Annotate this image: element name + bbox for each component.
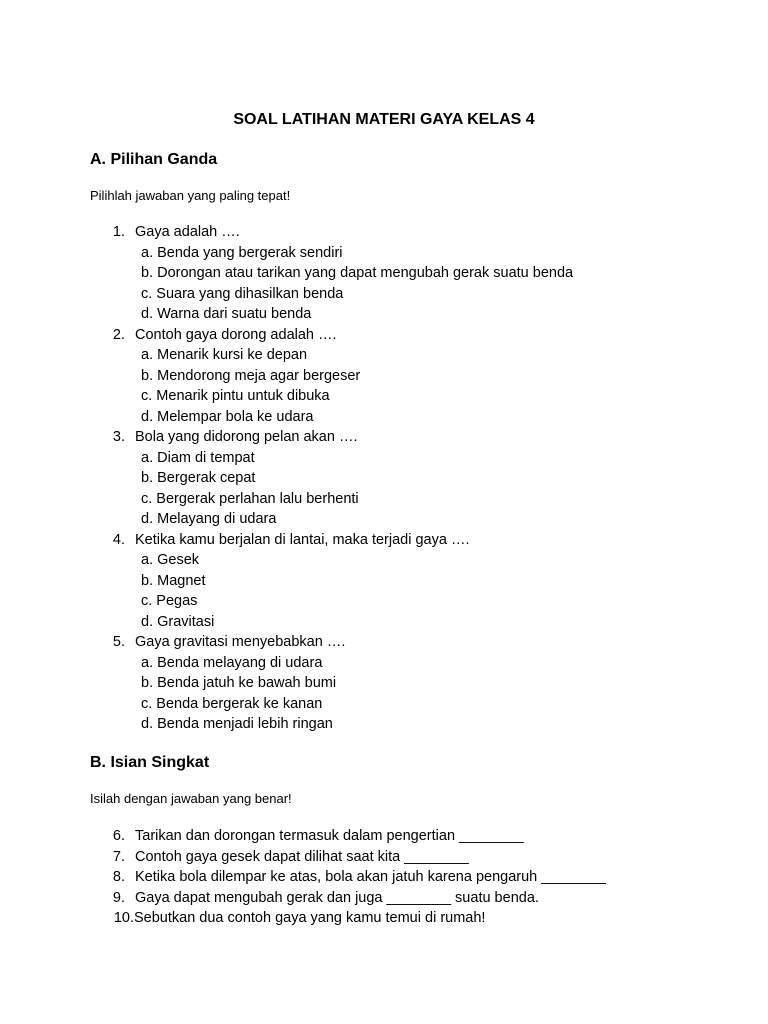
answer-options [0, 653, 573, 735]
answer-option: b. Bergerak cepat [141, 470, 256, 486]
section-b-heading: B. Isian Singkat [90, 754, 210, 771]
answer-option: a. Benda melayang di udara [141, 654, 323, 671]
answer-option: a. Diam di tempat [141, 449, 255, 466]
question-text: Bola yang didorong pelan akan …. [135, 429, 358, 445]
question-number: 1. [112, 224, 125, 240]
question-item [0, 632, 573, 735]
answer-option: c. Menarik pintu untuk dibuka [141, 388, 330, 404]
question-number: 8. [112, 869, 125, 885]
question-item [0, 222, 573, 325]
question-item [0, 325, 573, 428]
question-number: 2. [112, 326, 125, 343]
question-text: Gaya gravitasi menyebabkan …. [135, 634, 346, 650]
question-number: 4. [112, 531, 125, 548]
answer-option: a. Menarik kursi ke depan [141, 347, 308, 363]
answer-option: c. Suara yang dihasilkan benda [141, 285, 344, 302]
answer-option: c. Pegas [141, 593, 198, 609]
question-item [0, 530, 573, 633]
answer-option: c. Bergerak perlahan lalu berhenti [141, 490, 359, 507]
answer-options [0, 448, 573, 530]
answer-options [0, 243, 573, 325]
question-text: Sebutkan dua contoh gaya yang kamu temui di rumah! [134, 910, 486, 926]
question-number: 9. [112, 889, 125, 906]
question-number: 5. [112, 634, 125, 650]
section-a-instruction: Pilihlah jawaban yang paling tepat! [90, 188, 291, 203]
answer-options [0, 550, 573, 632]
answer-option: d. Gravitasi [141, 613, 215, 630]
question-text: Gaya adalah …. [135, 224, 240, 240]
answer-option: b. Mendorong meja agar bergeser [141, 367, 361, 384]
question-text: Tarikan dan dorongan termasuk dalam pengertian ________ [135, 828, 524, 844]
answer-options [0, 345, 573, 427]
answer-option: d. Benda menjadi lebih ringan [141, 716, 333, 732]
answer-option: b. Dorongan atau tarikan yang dapat mengubah gerak suatu benda [141, 265, 574, 281]
question-text: Gaya dapat mengubah gerak dan juga ________ suatu benda. [135, 889, 539, 906]
question-number: 6. [112, 828, 125, 844]
answer-option: c. Benda bergerak ke kanan [141, 695, 323, 712]
multiple-choice-list [0, 222, 573, 735]
question-text: Ketika kamu berjalan di lantai, maka terjadi gaya …. [135, 531, 470, 548]
question-number: 10. [113, 910, 134, 926]
answer-option: d. Melempar bola ke udara [141, 408, 314, 425]
question-number: 3. [112, 429, 125, 445]
question-text: Ketika bola dilempar ke atas, bola akan jatuh karena pengaruh ________ [135, 869, 606, 885]
section-a-heading: A. Pilihan Ganda [90, 151, 218, 168]
answer-option: d. Melayang di udara [141, 511, 277, 527]
answer-option: a. Benda yang bergerak sendiri [141, 244, 343, 261]
question-item [0, 427, 573, 530]
answer-option: d. Warna dari suatu benda [141, 306, 312, 322]
question-number: 7. [112, 848, 125, 865]
question-text: Contoh gaya dorong adalah …. [135, 326, 337, 343]
answer-option: b. Magnet [141, 572, 206, 589]
answer-option: a. Gesek [141, 552, 200, 568]
section-b-instruction: Isilah dengan jawaban yang benar! [90, 791, 292, 806]
document-title: SOAL LATIHAN MATERI GAYA KELAS 4 [233, 111, 535, 128]
question-text: Contoh gaya gesek dapat dilihat saat kita ________ [135, 848, 469, 865]
answer-option: b. Benda jatuh ke bawah bumi [141, 675, 337, 691]
